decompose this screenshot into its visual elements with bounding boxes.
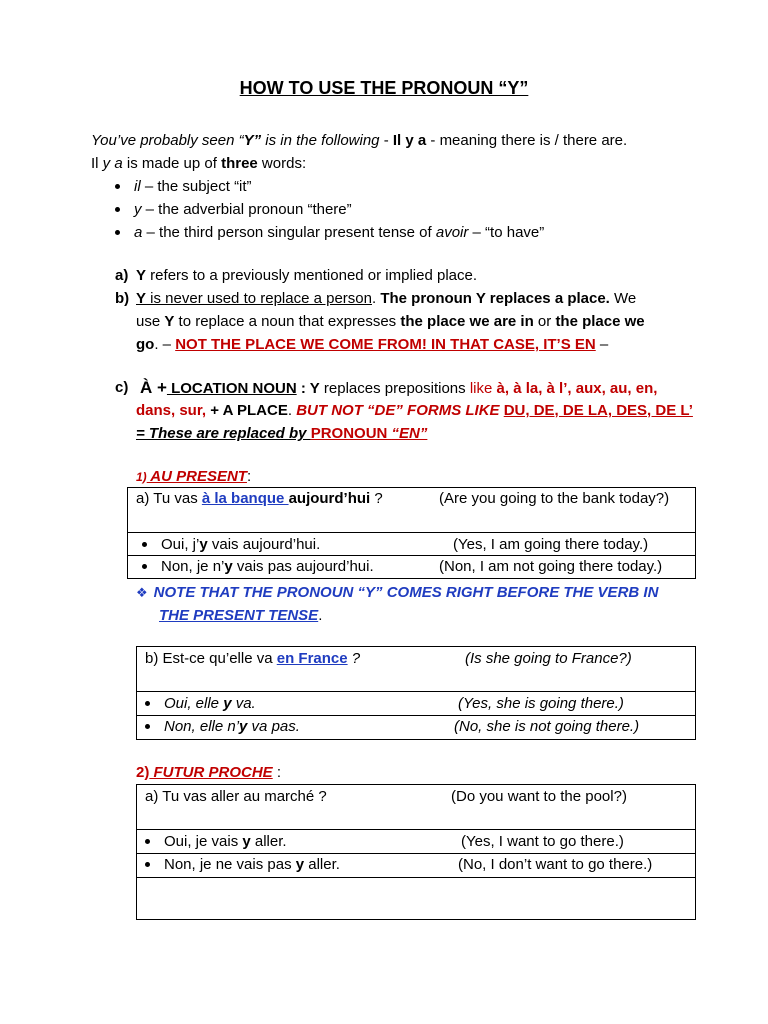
note-text: NOTE THAT THE PRONOUN “Y” COMES RIGHT BEFORE THE VERB IN: [153, 584, 659, 601]
rule-y: Y: [164, 313, 175, 330]
answer-translation: (Non, I am not going there today.): [439, 558, 663, 575]
rule-b-line-2: [136, 312, 645, 332]
bullet-icon: [145, 839, 150, 844]
rule-c-line-2: [136, 401, 693, 421]
intro-bullet: [115, 200, 352, 220]
rule-text: replaces prepositions: [319, 380, 470, 397]
question-text: aujourd’hui: [288, 490, 371, 507]
question-cell: [128, 488, 696, 533]
answer-text: aller.: [250, 833, 287, 850]
answer-text: Oui, j’: [161, 536, 200, 553]
intro-text: is made up of: [122, 155, 222, 172]
rule-text: is never used to replace a person: [146, 290, 372, 307]
rule-warning: PRONOUN: [310, 425, 392, 442]
page-title: HOW TO USE THE PRONOUN “Y”: [239, 78, 529, 98]
bullet-icon: [142, 564, 147, 569]
rule-text: .: [371, 290, 377, 307]
bullet-icon: [145, 862, 150, 867]
question-text: ?: [347, 650, 361, 667]
answer-row: [137, 716, 696, 740]
rule-text: . –: [154, 336, 176, 353]
answer-text: va pas.: [247, 718, 300, 735]
rule-text: We: [609, 290, 637, 307]
intro-text: words:: [257, 155, 307, 172]
bullet-text: – “to have”: [468, 224, 545, 241]
answer-cell: [137, 854, 696, 878]
intro-text: Il: [91, 155, 103, 172]
answer-row: [128, 533, 696, 556]
question-translation: (Do you want to the pool?): [451, 788, 627, 805]
answer-translation: (No, I don’t want to go there.): [458, 856, 653, 873]
example-table-1a: [127, 487, 696, 579]
rule-b: [115, 289, 129, 309]
note-text: .: [318, 607, 323, 624]
section-number: 1): [136, 470, 147, 484]
rule-emphasis: The pronoun Y replaces a place.: [376, 290, 610, 307]
section-colon: :: [246, 468, 252, 485]
question-translation: (Are you going to the bank today?): [439, 490, 670, 507]
intro-ilya: Il y a: [392, 132, 427, 149]
section-title: AU PRESENT: [146, 468, 247, 485]
answer-cell: [128, 533, 696, 556]
answer-row: [137, 830, 696, 854]
answer-text: Non, je n’: [161, 558, 225, 575]
bullet-term: avoir: [435, 224, 469, 241]
answer-text: Non, elle n’: [164, 718, 240, 735]
rule-b-line-3: [136, 335, 608, 355]
answer-y: y: [239, 718, 248, 735]
bullet-text: – the third person singular present tense of: [142, 224, 436, 241]
rule-warning: BUT NOT “DE” FORMS LIKE: [296, 402, 504, 419]
answer-cell: [137, 830, 696, 854]
rule-y: Y: [136, 290, 147, 307]
bullet-icon: [115, 230, 120, 235]
answer-text: Oui, je vais: [164, 833, 243, 850]
rule-b-line-1: [136, 289, 636, 309]
answer-text: Non, je ne vais pas: [164, 856, 296, 873]
question-row: [137, 647, 696, 692]
rule-emphasis: : Y: [296, 380, 320, 397]
question-text: b) Est-ce qu’elle va: [145, 650, 277, 667]
section-number: 2): [136, 764, 150, 781]
question-row: [137, 785, 696, 830]
question-place: à la banque: [201, 490, 289, 507]
section-colon: :: [272, 764, 282, 781]
rule-emphasis: go: [136, 336, 155, 353]
answer-text: va.: [231, 695, 256, 712]
rule-c-line-1: [140, 378, 657, 399]
bullet-icon: [142, 542, 147, 547]
intro-line-2: [91, 154, 306, 174]
intro-text: y a: [102, 155, 123, 172]
intro-bullet: [115, 177, 252, 197]
diamond-bullet-icon: ❖: [136, 585, 148, 600]
rule-text: refers to a previously mentioned or implied place.: [146, 267, 478, 284]
section-title: FUTUR PROCHE: [149, 764, 273, 781]
example-table-2: [136, 784, 696, 920]
rule-text: or: [533, 313, 556, 330]
intro-line-1: [91, 131, 627, 151]
rule-y: Y: [136, 267, 147, 284]
question-place: en France: [276, 650, 348, 667]
answer-y: y: [295, 856, 305, 873]
question-cell: [137, 785, 696, 830]
bullet-icon: [145, 724, 150, 729]
answer-translation: (Yes, I am going there today.): [453, 536, 649, 553]
question-translation: (Is she going to France?): [465, 650, 632, 667]
rule-label: a): [115, 267, 129, 284]
rule-warning: NOT THE PLACE WE COME FROM! IN THAT CASE, IT’S EN: [175, 336, 596, 353]
note-line-2: [159, 606, 322, 626]
rule-c: [115, 378, 128, 398]
intro-bullet: [115, 223, 544, 243]
bullet-term: il: [134, 178, 141, 195]
rule-emphasis: = These are replaced by: [136, 425, 311, 442]
answer-cell: [137, 716, 696, 740]
answer-cell: [137, 692, 696, 716]
intro-text: -: [379, 132, 393, 149]
note-line-1: [136, 583, 658, 603]
rule-a-text: [136, 266, 477, 286]
rule-label: c): [115, 379, 129, 396]
answer-translation: (Yes, I want to go there.): [461, 833, 624, 850]
example-table-1b: [136, 646, 696, 740]
rule-prepositions: dans, sur,: [136, 402, 207, 419]
answer-translation: (Yes, she is going there.): [458, 695, 624, 712]
rule-text: to replace a noun that expresses: [174, 313, 401, 330]
answer-text: Oui, elle: [164, 695, 224, 712]
answer-y: y: [242, 833, 251, 850]
bullet-icon: [145, 701, 150, 706]
intro-three: three: [221, 155, 258, 172]
answer-row: [128, 556, 696, 579]
rule-warning: “EN”: [391, 425, 428, 442]
question-row: [128, 488, 696, 533]
answer-y: y: [223, 695, 232, 712]
note-text: THE PRESENT TENSE: [159, 607, 319, 624]
answer-row: [137, 854, 696, 878]
rule-text: use: [136, 313, 165, 330]
intro-text: is in the following: [261, 132, 380, 149]
section-2-heading: [136, 763, 281, 783]
answer-translation: (No, she is not going there.): [454, 718, 640, 735]
rule-prepositions: à, à la, à l’, aux, au, en,: [496, 380, 658, 397]
intro-text: - meaning there is / there are.: [426, 132, 628, 149]
bullet-term: y: [134, 201, 142, 218]
question-text: a) Tu vas: [136, 490, 202, 507]
intro-text: You’ve probably seen “: [91, 132, 244, 149]
rule-emphasis: + A PLACE: [206, 402, 288, 419]
empty-row: [137, 878, 696, 920]
answer-cell: [128, 556, 696, 579]
rule-text: .: [287, 402, 297, 419]
empty-cell: [137, 878, 696, 920]
question-text: ?: [370, 490, 383, 507]
rule-text: –: [595, 336, 609, 353]
bullet-term: a: [134, 224, 143, 241]
bullet-icon: [115, 207, 120, 212]
answer-text: vais pas aujourd’hui.: [232, 558, 374, 575]
answer-row: [137, 692, 696, 716]
rule-a: [115, 266, 128, 286]
answer-y: y: [199, 536, 208, 553]
rule-warning: DU, DE, DE LA, DES, DE L’: [503, 402, 693, 419]
answer-y: y: [224, 558, 233, 575]
bullet-text: – the subject “it”: [140, 178, 252, 195]
rule-c-line-3: [136, 424, 427, 444]
bullet-text: – the adverbial pronoun “there”: [141, 201, 352, 218]
question-text: a) Tu vas aller au marché ?: [145, 788, 327, 805]
intro-y: Y”: [243, 132, 262, 149]
rule-emphasis: the place we are in: [400, 313, 534, 330]
rule-emphasis: the place we: [555, 313, 645, 330]
answer-text: vais aujourd’hui.: [207, 536, 321, 553]
section-1-heading: [136, 467, 251, 487]
question-cell: [137, 647, 696, 692]
bullet-icon: [115, 184, 120, 189]
rule-emphasis: À +: [140, 378, 167, 397]
rule-emphasis: LOCATION NOUN: [166, 380, 297, 397]
answer-text: aller.: [304, 856, 340, 873]
rule-label: b): [115, 290, 130, 307]
rule-text: like: [469, 380, 497, 397]
